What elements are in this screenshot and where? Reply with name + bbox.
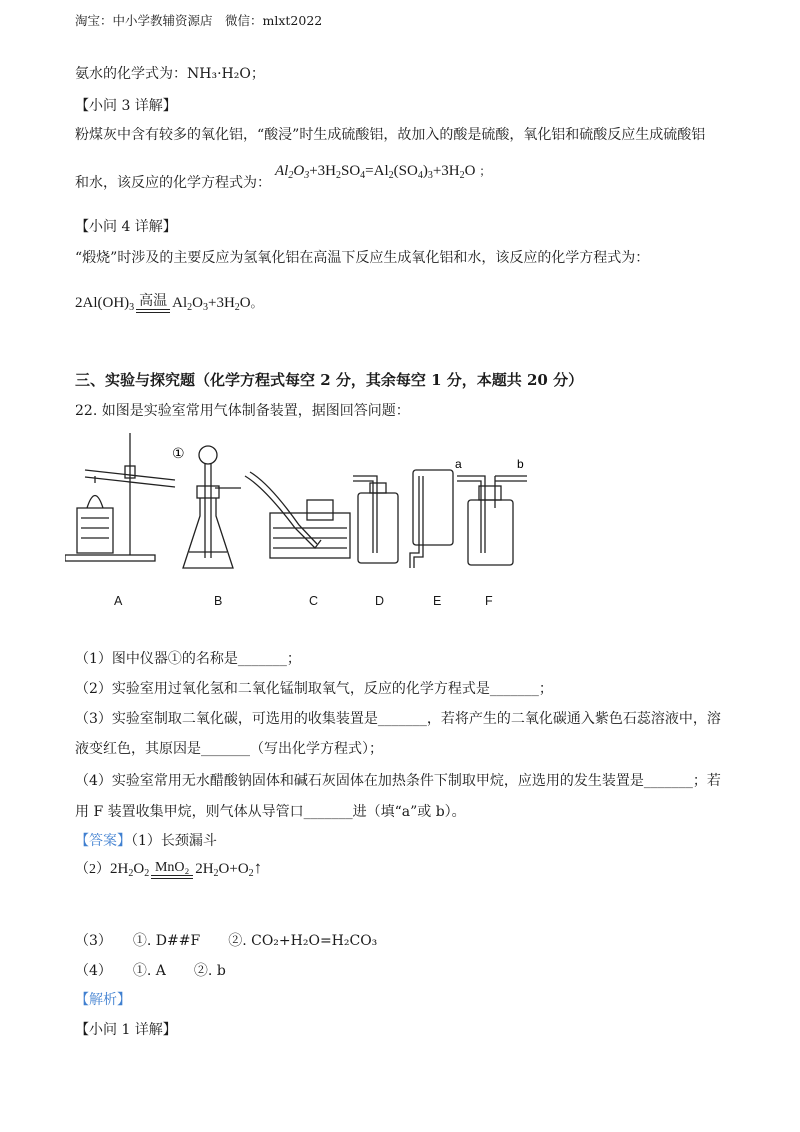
apparatus-e [410, 470, 453, 568]
subquestion-4-line1: （4）实验室常用无水醋酸钠固体和碱石灰固体在加热条件下制取甲烷，应选用的发生装置是_______；若 [75, 773, 721, 789]
answer-line [75, 830, 217, 850]
q4-paragraph: “煅烧”时涉及的主要反应为氢氧化铝在高温下反应生成氧化铝和水，该反应的化学方程式为： [75, 250, 650, 266]
caption-e: E [433, 594, 442, 608]
q4-heading: 【小问 4 详解】 [75, 219, 177, 235]
subquestion-2: （2）实验室用过氧化氢和二氧化锰制取氧气，反应的化学方程式是_______； [75, 681, 553, 697]
circle-one-label: ① [172, 446, 185, 462]
equation-aloh3-decomposition: $2Al(OH)_3$ 高温 $Al_2O_3+3H_2O$。 [75, 294, 263, 313]
q1-heading: 【小问 1 详解】 [75, 1022, 177, 1038]
subquestion-4-line2: 用 F 装置收集甲烷，则气体从导管口_______进（填“a”或 b）。 [75, 804, 466, 820]
answer-2-equation: $(2)2H_2O_2$ MnO₂ $2H_2O+O_2↑$ [75, 858, 263, 879]
apparatus-f [455, 457, 527, 565]
page-header: 淘宝：中小学教辅资源店 微信：mlxt2022 [75, 13, 323, 28]
caption-c: C [309, 594, 319, 608]
apparatus-c [245, 472, 350, 558]
subquestion-1: （1）图中仪器①的名称是_______； [75, 651, 301, 667]
apparatus-figure [65, 428, 535, 618]
q3-paragraph-line2: 和水，该反应的化学方程式为： [75, 175, 271, 191]
question-22: 22. 如图是实验室常用气体制备装置，据图回答问题： [75, 403, 410, 419]
tube-b-label: b [517, 457, 524, 471]
subquestion-3-line1: （3）实验室制取二氧化碳，可选用的收集装置是_______，若将产生的二氧化碳通入紫色石蕊溶液中，溶 [75, 711, 721, 727]
answer-4: （4） ①. A ②. b [75, 963, 226, 979]
apparatus-b [172, 446, 241, 568]
caption-f: F [485, 594, 493, 608]
tube-a-label: a [455, 457, 462, 471]
answer-1: （1）长颈漏斗 [131, 833, 217, 849]
caption-a: A [114, 594, 123, 608]
ammonia-line: 氨水的化学式为：NH₃·H₂O； [75, 66, 265, 82]
equation-al2o3-h2so4: $Al_2O_3+3H_2SO_4=Al_2(SO_4)_3+3H_2O$ ； [275, 163, 492, 181]
answer-3: （3） ①. D##F ②. CO₂+H₂O=H₂CO₃ [75, 933, 378, 949]
q3-heading: 【小问 3 详解】 [75, 98, 177, 114]
apparatus-d [353, 476, 398, 563]
analysis-tag: 【解析】 [75, 992, 131, 1008]
section-heading: 三、实验与探究题（化学方程式每空 2 分，其余每空 1 分，本题共 20 分） [75, 371, 584, 389]
answer-tag: 【答案】 [75, 833, 131, 849]
q3-paragraph-line1: 粉煤灰中含有较多的氧化铝，“酸浸”时生成硫酸铝，故加入的酸是硫酸，氧化铝和硫酸反应生成硫酸铝 [75, 127, 706, 143]
apparatus-a [65, 433, 175, 561]
caption-d: D [375, 594, 385, 608]
caption-b: B [214, 594, 223, 608]
subquestion-3-line2: 液变红色，其原因是_______（写出化学方程式）； [75, 741, 383, 757]
